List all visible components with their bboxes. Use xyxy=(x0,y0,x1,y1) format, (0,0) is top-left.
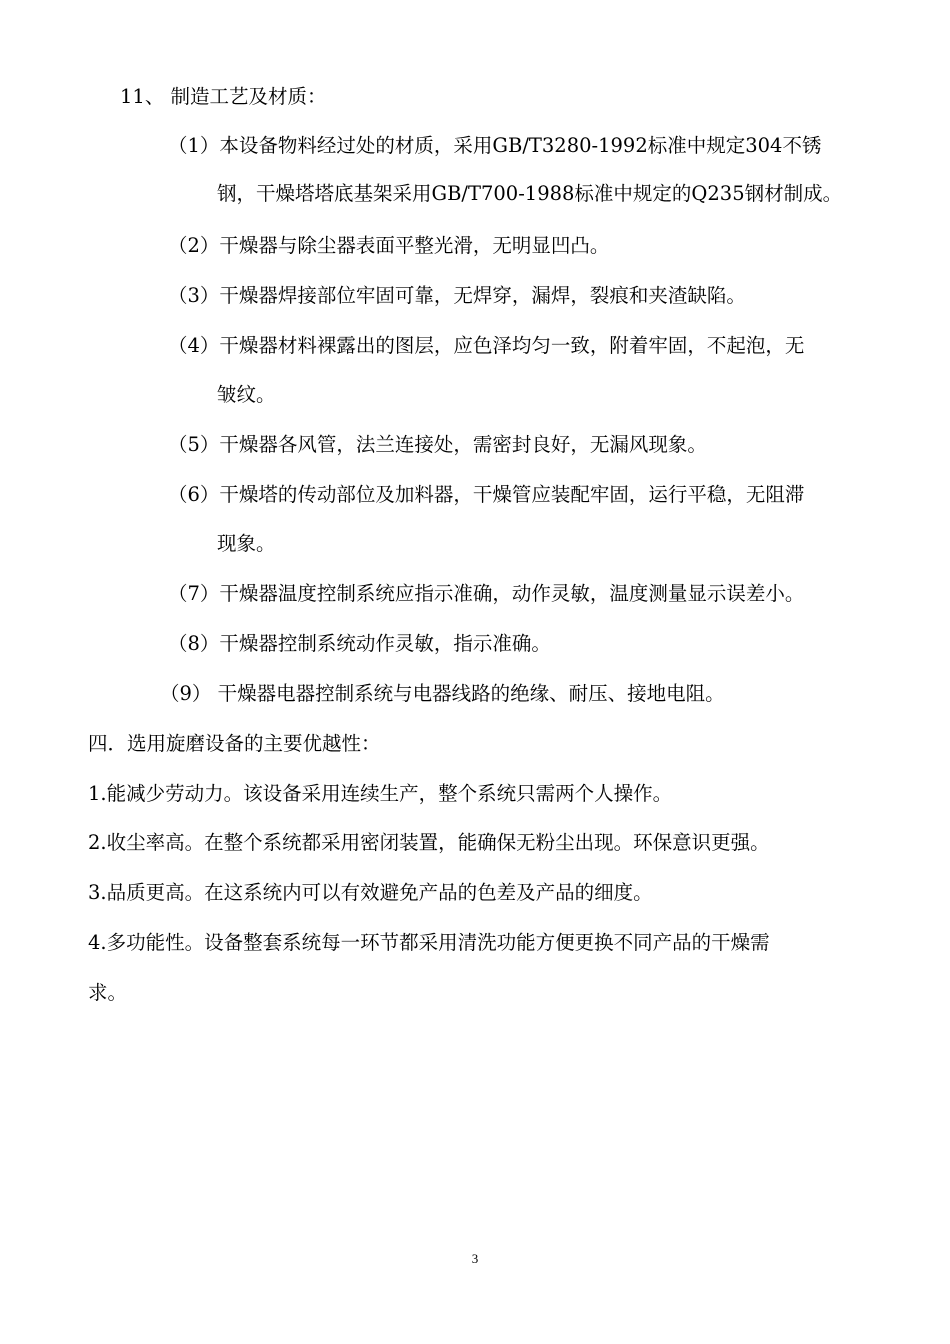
item-1-text: （1）本设备物料经过处的材质，采用GB/T3280-1992标准中规定304不锈 xyxy=(168,134,822,157)
section-11-heading: 11、 制造工艺及材质： xyxy=(120,85,327,108)
item-3: （3）干燥器焊接部位牢固可靠，无焊穿，漏焊，裂痕和夹渣缺陷。 xyxy=(168,284,746,307)
item-4-line-1: （4）干燥器材料裸露出的图层，应色泽均匀一致，附着牢固，不起泡，无 xyxy=(168,334,805,357)
item-8: （8）干燥器控制系统动作灵敏，指示准确。 xyxy=(168,632,551,655)
page-number: 3 xyxy=(471,1251,479,1266)
item-2: （2）干燥器与除尘器表面平整光滑，无明显凹凸。 xyxy=(168,234,610,257)
advantage-4-line-1: 4.多功能性。设备整套系统每一环节都采用清洗功能方便更换不同产品的干燥需 xyxy=(88,931,770,954)
item-1-line-1 xyxy=(168,136,874,156)
item-6-line-2: 现象。 xyxy=(217,532,276,555)
advantage-2: 2.收尘率高。在整个系统都采用密闭装置，能确保无粉尘出现。环保意识更强。 xyxy=(88,831,770,854)
item-5: （5）干燥器各风管，法兰连接处，需密封良好，无漏风现象。 xyxy=(168,433,707,456)
section-4-heading: 四．选用旋磨设备的主要优越性： xyxy=(88,732,381,755)
advantage-3: 3.品质更高。在这系统内可以有效避免产品的色差及产品的细度。 xyxy=(88,881,653,904)
item-4-line-2: 皱纹。 xyxy=(217,383,276,406)
item-1-line-2: 钢，干燥塔塔底基架采用GB/T700-1988标准中规定的Q235钢材制成。 xyxy=(217,182,843,205)
item-7: （7）干燥器温度控制系统应指示准确，动作灵敏，温度测量显示误差小。 xyxy=(168,582,805,605)
advantage-4-line-2: 求。 xyxy=(88,981,128,1004)
item-9: （9） 干燥器电器控制系统与电器线路的绝缘、耐压、接地电阻。 xyxy=(160,682,725,705)
item-6-line-1: （6）干燥塔的传动部位及加料器，干燥管应装配牢固，运行平稳，无阻滞 xyxy=(168,483,805,506)
advantage-1: 1.能减少劳动力。该设备采用连续生产，整个系统只需两个人操作。 xyxy=(88,782,673,805)
